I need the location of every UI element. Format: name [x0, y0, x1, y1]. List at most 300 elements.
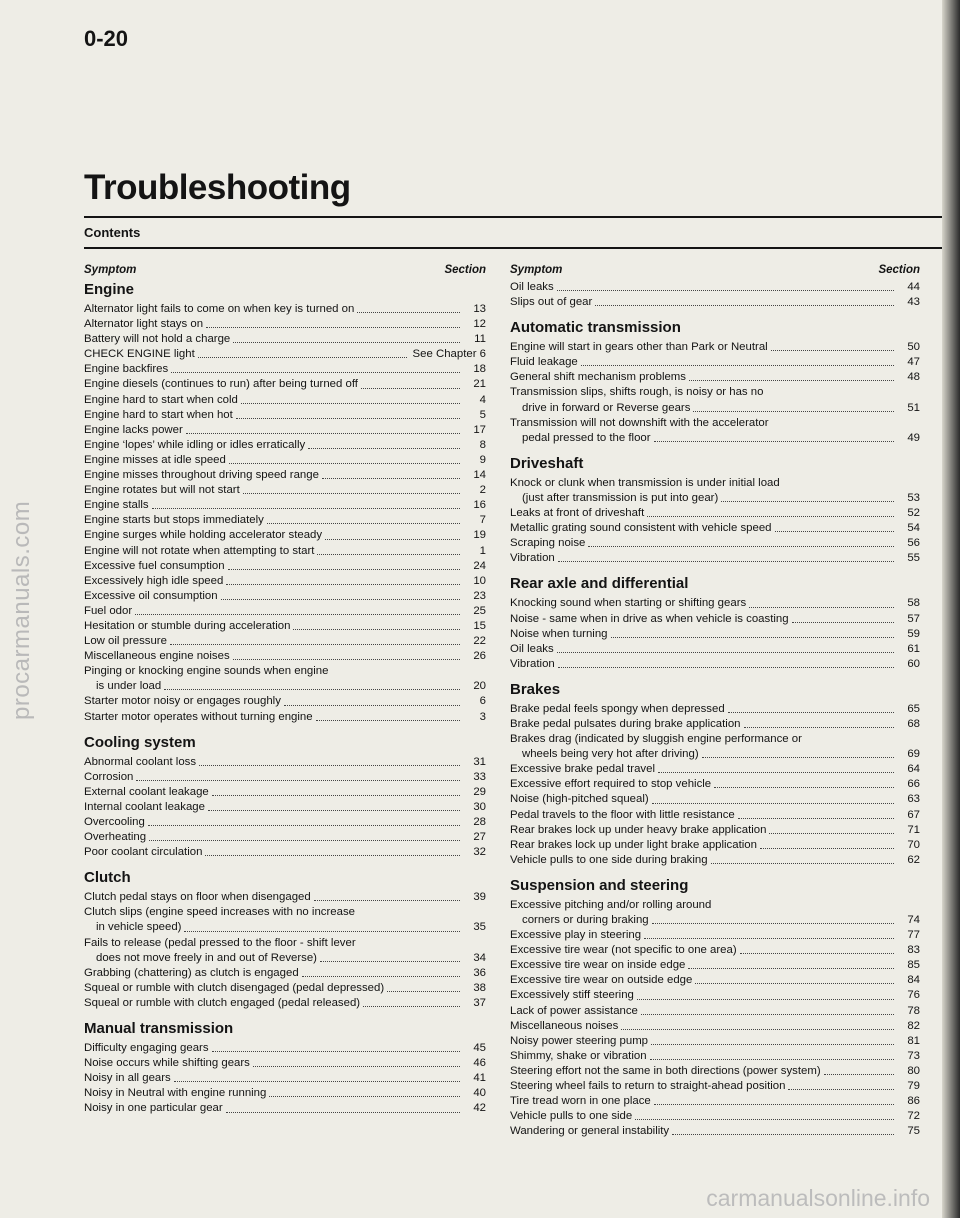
dot-leader — [184, 931, 460, 932]
dot-leader — [198, 357, 407, 358]
section-number: See Chapter 6 — [412, 348, 486, 361]
dot-leader — [769, 833, 894, 834]
dot-leader — [148, 825, 460, 826]
entry-text: Engine diesels (continues to run) after being turned off — [84, 378, 358, 391]
entry-line — [510, 732, 920, 747]
toc-entry — [84, 920, 486, 935]
section-number: 82 — [907, 1019, 920, 1032]
dot-leader — [208, 810, 460, 811]
entry-list — [84, 302, 486, 725]
section-number: 18 — [473, 363, 486, 376]
toc-entry — [510, 777, 920, 792]
entry-text: Clutch pedal stays on floor when disengaged — [84, 891, 311, 904]
section-number: 37 — [473, 996, 486, 1009]
toc-entry — [84, 815, 486, 830]
section-number: 70 — [907, 838, 920, 851]
entry-text: Lack of power assistance — [510, 1004, 638, 1017]
toc-entry — [84, 830, 486, 845]
entry-text: Excessive tire wear (not specific to one area) — [510, 944, 737, 957]
entry-text: Excessively high idle speed — [84, 574, 224, 587]
entry-text: Starter motor noisy or engages roughly — [84, 695, 281, 708]
section-title: Suspension and steering — [510, 876, 689, 894]
toc-entry — [84, 362, 486, 377]
toc-entry — [510, 808, 920, 823]
entry-text: Steering wheel fails to return to straight-ahead position — [510, 1080, 786, 1093]
dot-leader — [760, 848, 894, 849]
entry-text: Grabbing (chattering) as clutch is engaged — [84, 966, 299, 979]
page-number: 0-20 — [84, 26, 129, 51]
dot-leader — [637, 999, 894, 1000]
dot-leader — [824, 1074, 894, 1075]
toc-entry — [84, 604, 486, 619]
toc-entry — [510, 1079, 920, 1094]
toc-entry — [84, 423, 486, 438]
dot-leader — [243, 493, 460, 494]
dot-leader — [316, 720, 460, 721]
section-number: 33 — [473, 770, 486, 783]
section-number: 59 — [907, 627, 920, 640]
entry-text: Excessive pitching and/or rolling around — [510, 898, 712, 911]
section-number: 48 — [907, 371, 920, 384]
entry-line — [510, 898, 920, 913]
section-number: 28 — [473, 816, 486, 828]
section-number: 53 — [907, 491, 920, 504]
dot-leader — [387, 991, 460, 992]
entry-text: Excessive play in steering — [510, 929, 642, 942]
entry-text: Engine surges while holding accelerator steady — [84, 529, 323, 542]
entry-text: Engine misses at idle speed — [84, 453, 226, 466]
section-number: 86 — [907, 1095, 920, 1108]
toc-entry — [84, 513, 486, 528]
section-header: Section — [444, 264, 486, 276]
dot-leader — [654, 1104, 894, 1105]
dot-leader — [647, 516, 894, 517]
dot-leader — [652, 803, 894, 804]
toc-entry — [510, 747, 920, 762]
dot-leader — [621, 1029, 894, 1030]
toc-entry — [510, 521, 920, 536]
dot-leader — [136, 780, 460, 781]
entry-text: Metallic grating sound consistent with vehicle speed — [510, 522, 772, 535]
section-number: 22 — [473, 635, 486, 648]
dot-leader — [651, 1044, 894, 1045]
section-title: Rear axle and differential — [510, 575, 689, 593]
section-number: 27 — [473, 831, 486, 844]
entry-text: Excessively stiff steering — [510, 989, 634, 1002]
toc-section — [510, 574, 920, 671]
entry-text: Shimmy, shake or vibration — [510, 1049, 647, 1062]
dot-leader — [241, 403, 460, 404]
entry-text: Leaks at front of driveshaft — [510, 507, 645, 520]
dot-leader — [325, 539, 460, 540]
entry-text: Battery will not hold a charge — [84, 333, 231, 346]
entry-text: in vehicle speed) — [96, 921, 182, 934]
section-number: 41 — [473, 1072, 486, 1085]
dot-leader — [174, 1081, 460, 1082]
symptom-header: Symptom — [84, 264, 137, 276]
section-number: 5 — [479, 408, 486, 421]
entry-line — [84, 664, 486, 679]
dot-leader — [149, 840, 460, 841]
contents-rule — [84, 247, 944, 249]
entry-text: Engine starts but stops immediately — [84, 514, 264, 527]
dot-leader — [635, 1119, 894, 1120]
toc-entry — [84, 981, 486, 996]
section-number: 29 — [473, 785, 486, 798]
right-sections — [510, 280, 920, 1139]
section-number: 81 — [907, 1034, 920, 1047]
section-number: 56 — [907, 537, 920, 550]
entry-text: Transmission slips, shifts rough, is noisy or has no — [510, 386, 764, 399]
entry-list — [510, 702, 920, 868]
entry-text: Transmission will not downshift with the accelerator — [510, 416, 769, 429]
section-number: 44 — [907, 281, 920, 293]
dot-leader — [226, 584, 460, 585]
entry-text: Fails to release (pedal pressed to the floor - shift lever — [84, 936, 356, 949]
toc-entry — [84, 302, 486, 317]
section-title: Clutch — [84, 869, 131, 887]
dot-leader — [558, 667, 894, 668]
entry-text: Miscellaneous engine noises — [84, 650, 230, 663]
dot-leader — [689, 380, 894, 381]
section-number: 67 — [907, 808, 920, 821]
entry-text: Squeal or rumble with clutch engaged (pedal released) — [84, 996, 361, 1009]
toc-entry — [84, 468, 486, 483]
entry-text: Engine ‘lopes’ while idling or idles erratically — [84, 438, 306, 451]
toc-entry — [84, 408, 486, 423]
section-number: 84 — [907, 974, 920, 987]
entry-text: Noisy in one particular gear — [84, 1102, 223, 1115]
toc-section — [84, 733, 486, 861]
dot-leader — [228, 569, 460, 570]
section-number: 38 — [473, 981, 486, 994]
dot-leader — [775, 531, 895, 532]
dot-leader — [171, 372, 460, 373]
section-number: 47 — [907, 356, 920, 369]
entry-text: Squeal or rumble with clutch disengaged (pedal depressed) — [84, 981, 385, 994]
toc-entry — [510, 295, 920, 310]
section-number: 58 — [907, 597, 920, 610]
section-title: Engine — [84, 281, 135, 298]
column-header — [510, 264, 920, 276]
dot-leader — [702, 757, 894, 758]
section-number: 10 — [473, 574, 486, 587]
section-number: 40 — [473, 1087, 486, 1100]
toc-entry — [510, 792, 920, 807]
section-number: 6 — [479, 695, 486, 708]
entry-text: Knock or clunk when transmission is under initial load — [510, 476, 780, 489]
dot-leader — [738, 818, 894, 819]
entry-text: Noise - same when in drive as when vehicle is coasting — [510, 612, 789, 625]
dot-leader — [611, 637, 894, 638]
section-number: 12 — [473, 318, 486, 331]
dot-leader — [740, 953, 894, 954]
dot-leader — [652, 923, 894, 924]
entry-text: Overheating — [84, 831, 147, 844]
dot-leader — [581, 365, 894, 366]
toc-entry — [510, 596, 920, 611]
toc-section — [510, 454, 920, 567]
dot-leader — [672, 1134, 894, 1135]
entry-list — [84, 755, 486, 861]
toc-section — [510, 280, 920, 310]
entry-text: Internal coolant leakage — [84, 800, 205, 813]
toc-entry — [84, 559, 486, 574]
entry-text: Noise occurs while shifting gears — [84, 1057, 250, 1070]
entry-text: Hesitation or stumble during acceleration — [84, 619, 291, 632]
entry-text: Noise (high-pitched squeal) — [510, 793, 649, 806]
section-number: 63 — [907, 793, 920, 806]
entry-list — [84, 1041, 486, 1116]
entry-text: Miscellaneous noises — [510, 1019, 619, 1032]
toc-entry — [84, 1071, 486, 1086]
right-column — [510, 264, 920, 1147]
column-header — [84, 264, 486, 276]
toc-entry — [84, 634, 486, 649]
toc-entry — [510, 973, 920, 988]
toc-entry — [510, 370, 920, 385]
entry-text: Fuel odor — [84, 604, 133, 617]
toc-entry — [510, 431, 920, 446]
dot-leader — [293, 629, 460, 630]
section-number: 51 — [907, 401, 920, 414]
left-sections — [84, 280, 486, 1117]
symptom-header: Symptom — [510, 264, 563, 276]
entry-text: Brake pedal pulsates during brake application — [510, 717, 741, 730]
section-number: 54 — [907, 522, 920, 535]
watermark-procarmanuals: procarmanuals.com — [8, 500, 35, 720]
toc-entry — [84, 1056, 486, 1071]
section-number: 9 — [479, 453, 486, 466]
entry-text: Vehicle pulls to one side during braking — [510, 853, 708, 866]
toc-entry — [84, 770, 486, 785]
section-number: 77 — [907, 929, 920, 942]
toc-entry — [84, 1041, 486, 1056]
section-number: 21 — [473, 378, 486, 391]
toc-entry — [84, 845, 486, 860]
toc-entry — [84, 800, 486, 815]
section-number: 80 — [907, 1064, 920, 1077]
contents-label: Contents — [84, 225, 141, 240]
entry-text: Steering effort not the same in both directions (power system) — [510, 1064, 821, 1077]
dot-leader — [284, 705, 460, 706]
section-number: 16 — [473, 499, 486, 512]
dot-leader — [595, 305, 894, 306]
dot-leader — [135, 614, 460, 615]
section-number: 39 — [473, 891, 486, 904]
entry-text: Tire tread worn in one place — [510, 1095, 651, 1108]
entry-list — [510, 596, 920, 671]
section-number: 76 — [907, 989, 920, 1002]
toc-entry — [84, 710, 486, 725]
title-rule — [84, 216, 944, 218]
dot-leader — [588, 546, 894, 547]
entry-list — [510, 340, 920, 446]
toc-entry — [510, 1019, 920, 1034]
entry-line — [510, 385, 920, 400]
section-number: 62 — [907, 853, 920, 866]
entry-text: is under load — [96, 680, 162, 693]
section-number: 71 — [907, 823, 920, 836]
toc-entry — [510, 1064, 920, 1079]
entry-text: Excessive effort required to stop vehicle — [510, 778, 712, 791]
section-number: 43 — [907, 296, 920, 309]
toc-entry — [84, 951, 486, 966]
dot-leader — [658, 772, 894, 773]
dot-leader — [186, 433, 460, 434]
toc-entry — [84, 966, 486, 981]
entry-text: Excessive tire wear on inside edge — [510, 959, 686, 972]
section-number: 61 — [907, 642, 920, 655]
entry-text: Clutch slips (engine speed increases with no increase — [84, 906, 355, 919]
entry-text: Starter motor operates without turning engine — [84, 710, 313, 723]
entry-text: Engine will not rotate when attempting to start — [84, 544, 315, 557]
entry-text: pedal pressed to the floor — [522, 431, 651, 444]
toc-entry — [510, 1049, 920, 1064]
section-number: 73 — [907, 1049, 920, 1062]
entry-list — [510, 898, 920, 1140]
toc-entry — [84, 544, 486, 559]
section-title: Driveshaft — [510, 454, 584, 472]
toc-entry — [84, 377, 486, 392]
entry-text: Excessive oil consumption — [84, 589, 218, 602]
dot-leader — [226, 1112, 460, 1113]
toc-entry — [510, 1094, 920, 1109]
dot-leader — [229, 463, 460, 464]
section-number: 69 — [907, 748, 920, 761]
toc-entry — [510, 1109, 920, 1124]
dot-leader — [269, 1096, 460, 1097]
entry-text: Oil leaks — [510, 642, 554, 655]
entry-text: Knocking sound when starting or shifting gears — [510, 597, 747, 610]
toc-entry — [510, 838, 920, 853]
toc-entry — [84, 1086, 486, 1101]
dot-leader — [320, 961, 460, 962]
toc-entry — [510, 943, 920, 958]
section-number: 23 — [473, 589, 486, 602]
entry-text: Excessive brake pedal travel — [510, 763, 655, 776]
toc-entry — [84, 453, 486, 468]
entry-line — [84, 905, 486, 920]
dot-leader — [206, 327, 460, 328]
toc-entry — [84, 483, 486, 498]
entry-text: Engine will start in gears other than Park or Neutral — [510, 341, 768, 354]
toc-entry — [510, 280, 920, 295]
section-number: 78 — [907, 1004, 920, 1017]
entry-text: External coolant leakage — [84, 785, 209, 798]
dot-leader — [253, 1066, 460, 1067]
entry-text: Fluid leakage — [510, 356, 578, 369]
toc-entry — [84, 785, 486, 800]
entry-list — [510, 280, 920, 310]
dot-leader — [771, 350, 894, 351]
entry-text: Engine hard to start when hot — [84, 408, 233, 421]
section-number: 1 — [479, 544, 486, 557]
section-number: 79 — [907, 1080, 920, 1093]
dot-leader — [728, 712, 894, 713]
toc-entry — [84, 1101, 486, 1116]
section-number: 24 — [473, 559, 486, 572]
toc-entry — [84, 679, 486, 694]
toc-section — [510, 876, 920, 1140]
section-number: 74 — [907, 914, 920, 926]
section-number: 3 — [479, 710, 486, 723]
section-number: 55 — [907, 552, 920, 565]
section-number: 85 — [907, 959, 920, 972]
section-number: 11 — [474, 333, 486, 346]
section-title: Brakes — [510, 680, 561, 698]
toc-entry — [510, 913, 920, 928]
entry-text: General shift mechanism problems — [510, 371, 686, 384]
dot-leader — [557, 652, 894, 653]
toc-entry — [510, 1034, 920, 1049]
section-number: 75 — [907, 1125, 920, 1138]
entry-text: Overcooling — [84, 816, 145, 828]
page-binding-shadow — [942, 0, 960, 1218]
dot-leader — [711, 863, 894, 864]
toc-entry — [84, 649, 486, 664]
toc-entry — [510, 1004, 920, 1019]
section-number: 60 — [907, 657, 920, 670]
dot-leader — [792, 622, 894, 623]
toc-entry — [510, 642, 920, 657]
dot-leader — [199, 765, 460, 766]
dot-leader — [361, 388, 460, 389]
dot-leader — [302, 976, 460, 977]
toc-entry — [84, 498, 486, 513]
section-number: 32 — [473, 846, 486, 859]
toc-entry — [510, 657, 920, 672]
dot-leader — [308, 448, 460, 449]
dot-leader — [721, 501, 894, 502]
section-number: 72 — [907, 1110, 920, 1123]
section-number: 46 — [473, 1057, 486, 1070]
entry-text: Excessive tire wear on outside edge — [510, 974, 693, 987]
section-number: 66 — [907, 778, 920, 791]
entry-text: Engine rotates but will not start — [84, 484, 240, 497]
toc-section — [510, 318, 920, 446]
entry-text: Brake pedal feels spongy when depressed — [510, 702, 725, 715]
dot-leader — [317, 554, 460, 555]
entry-text: Alternator light stays on — [84, 318, 204, 331]
dot-leader — [558, 561, 894, 562]
entry-text: Rear brakes lock up under heavy brake application — [510, 823, 767, 836]
entry-text: Noisy in Neutral with engine running — [84, 1087, 267, 1100]
entry-text: Difficulty engaging gears — [84, 1042, 209, 1055]
section-number: 65 — [907, 702, 920, 715]
dot-leader — [314, 900, 460, 901]
toc-entry — [84, 317, 486, 332]
entry-text: Low oil pressure — [84, 635, 167, 648]
section-header: Section — [878, 264, 920, 276]
toc-entry — [84, 996, 486, 1011]
entry-text: Poor coolant circulation — [84, 846, 203, 859]
toc-entry — [510, 823, 920, 838]
section-title: Automatic transmission — [510, 319, 681, 337]
dot-leader — [205, 855, 460, 856]
entry-text: Brakes drag (indicated by sluggish engine performance or — [510, 733, 802, 746]
toc-section — [510, 680, 920, 868]
dot-leader — [695, 983, 894, 984]
dot-leader — [744, 727, 895, 728]
section-number: 52 — [907, 507, 920, 520]
section-number: 49 — [907, 431, 920, 444]
section-number: 8 — [479, 438, 486, 451]
toc-entry — [510, 702, 920, 717]
dot-leader — [233, 342, 460, 343]
section-number: 4 — [479, 393, 486, 406]
entry-text: Vibration — [510, 552, 555, 565]
